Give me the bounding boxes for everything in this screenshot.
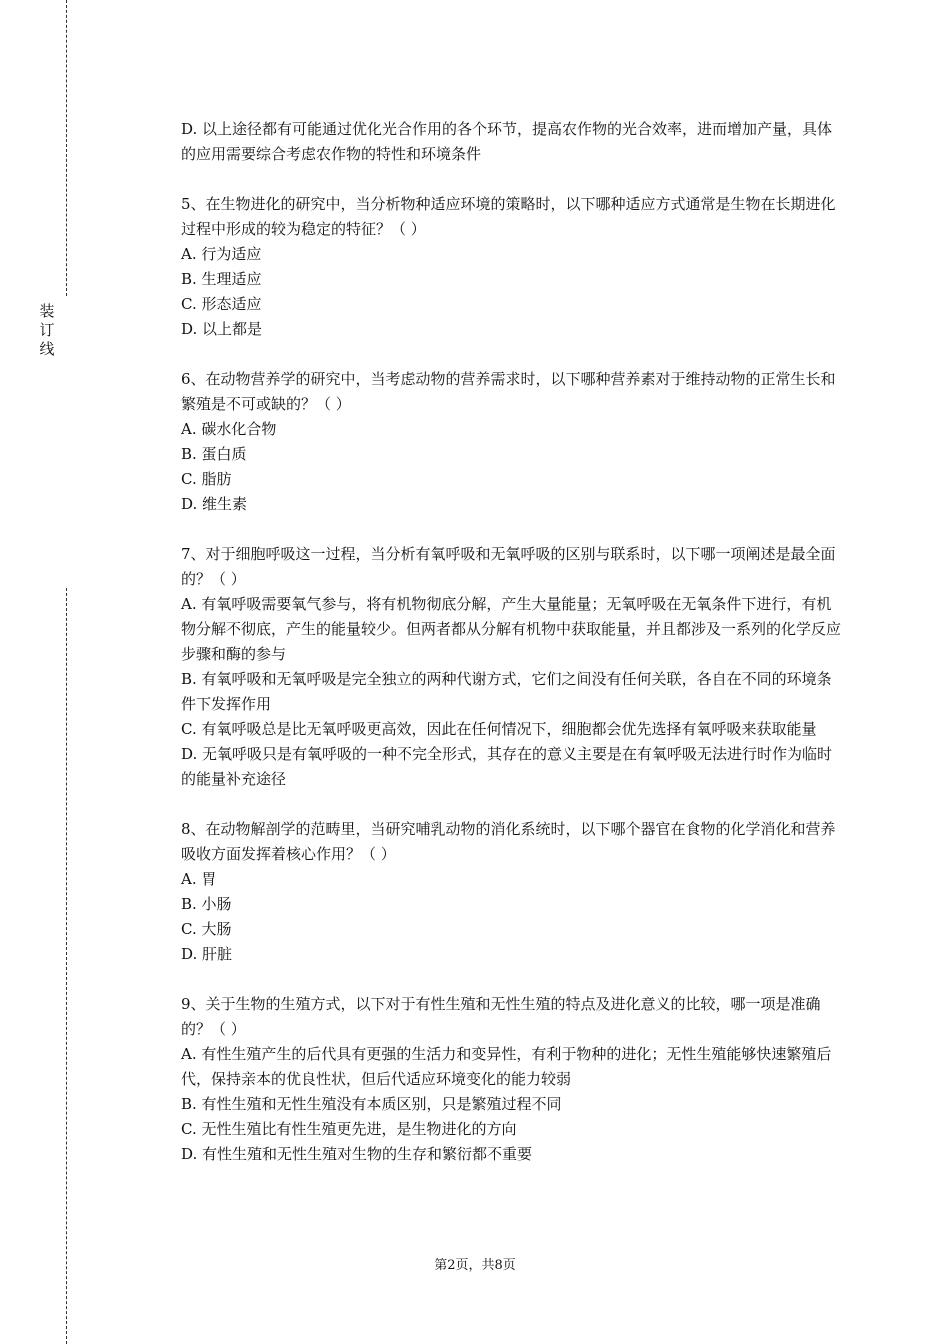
question-6 <box>181 367 841 517</box>
question-8 <box>181 817 841 967</box>
binding-line-top <box>66 0 67 296</box>
question-content <box>181 117 841 1167</box>
question-stem: 6、在动物营养学的研究中，当考虑动物的营养需求时，以下哪种营养素对于维持动物的正常生长和繁殖是不可或缺的？（ ） <box>181 370 836 413</box>
option-b: B. 生理适应 <box>181 270 262 288</box>
option-c: C. 形态适应 <box>181 295 262 313</box>
option-c: C. 脂肪 <box>181 470 232 488</box>
question-5 <box>181 192 841 342</box>
binding-label <box>37 302 57 359</box>
option-a: A. 有氧呼吸需要氧气参与，将有机物彻底分解，产生大量能量；无氧呼吸在无氧条件下进行，有机物分解不彻底，产生的能量较少。但两者都从分解有机物中获取能量，并且都涉及一系列的化学反应步骤和酶的参与 <box>181 595 842 663</box>
option-b: B. 蛋白质 <box>181 445 247 463</box>
option-a: A. 行为适应 <box>181 245 262 263</box>
question-stem: 7、对于细胞呼吸这一过程，当分析有氧呼吸和无氧呼吸的区别与联系时，以下哪一项阐述是最全面的？（ ） <box>181 545 836 588</box>
option-c: C. 有氧呼吸总是比无氧呼吸更高效，因此在任何情况下，细胞都会优先选择有氧呼吸来获取能量 <box>181 720 817 738</box>
question-stem: 8、在动物解剖学的范畴里，当研究哺乳动物的消化系统时，以下哪个器官在食物的化学消化和营养吸收方面发挥着核心作用？（ ） <box>181 820 836 863</box>
question-stem: 5、在生物进化的研究中，当分析物种适应环境的策略时，以下哪种适应方式通常是生物在长期进化过程中形成的较为稳定的特征？（ ） <box>181 195 836 238</box>
option-a: A. 有性生殖产生的后代具有更强的生活力和变异性，有利于物种的进化；无性生殖能够快速繁殖后代，保持亲本的优良性状，但后代适应环境变化的能力较弱 <box>181 1045 832 1088</box>
option-d: D. 有性生殖和无性生殖对生物的生存和繁衍都不重要 <box>181 1145 533 1163</box>
question-9 <box>181 992 841 1167</box>
question-4-tail <box>181 117 841 167</box>
option-d: D. 以上都是 <box>181 320 263 338</box>
option-d: D. 以上途径都有可能通过优化光合作用的各个环节，提高农作物的光合效率，进而增加产量，具体的应用需要综合考虑农作物的特性和环境条件 <box>181 120 833 163</box>
binding-char: 装 <box>39 302 55 320</box>
page-number: 第2页，共8页 <box>434 1258 516 1273</box>
binding-line-bottom <box>66 588 67 1344</box>
option-a: A. 胃 <box>181 870 217 888</box>
option-b: B. 小肠 <box>181 895 232 913</box>
option-a: A. 碳水化合物 <box>181 420 277 438</box>
option-d: D. 无氧呼吸只是有氧呼吸的一种不完全形式，其存在的意义主要是在有氧呼吸无法进行时作为临时的能量补充途径 <box>181 745 833 788</box>
option-d: D. 维生素 <box>181 495 248 513</box>
option-c: C. 无性生殖比有性生殖更先进，是生物进化的方向 <box>181 1120 517 1138</box>
option-c: C. 大肠 <box>181 920 232 938</box>
binding-char: 订 <box>39 321 55 339</box>
question-stem: 9、关于生物的生殖方式，以下对于有性生殖和无性生殖的特点及进化意义的比较，哪一项是准确的？（ ） <box>181 995 821 1038</box>
option-b: B. 有性生殖和无性生殖没有本质区别，只是繁殖过程不同 <box>181 1095 562 1113</box>
binding-char: 线 <box>39 340 55 358</box>
question-7 <box>181 542 841 792</box>
option-b: B. 有氧呼吸和无氧呼吸是完全独立的两种代谢方式，它们之间没有任何关联，各自在不同的环境条件下发挥作用 <box>181 670 832 713</box>
option-d: D. 肝脏 <box>181 945 233 963</box>
